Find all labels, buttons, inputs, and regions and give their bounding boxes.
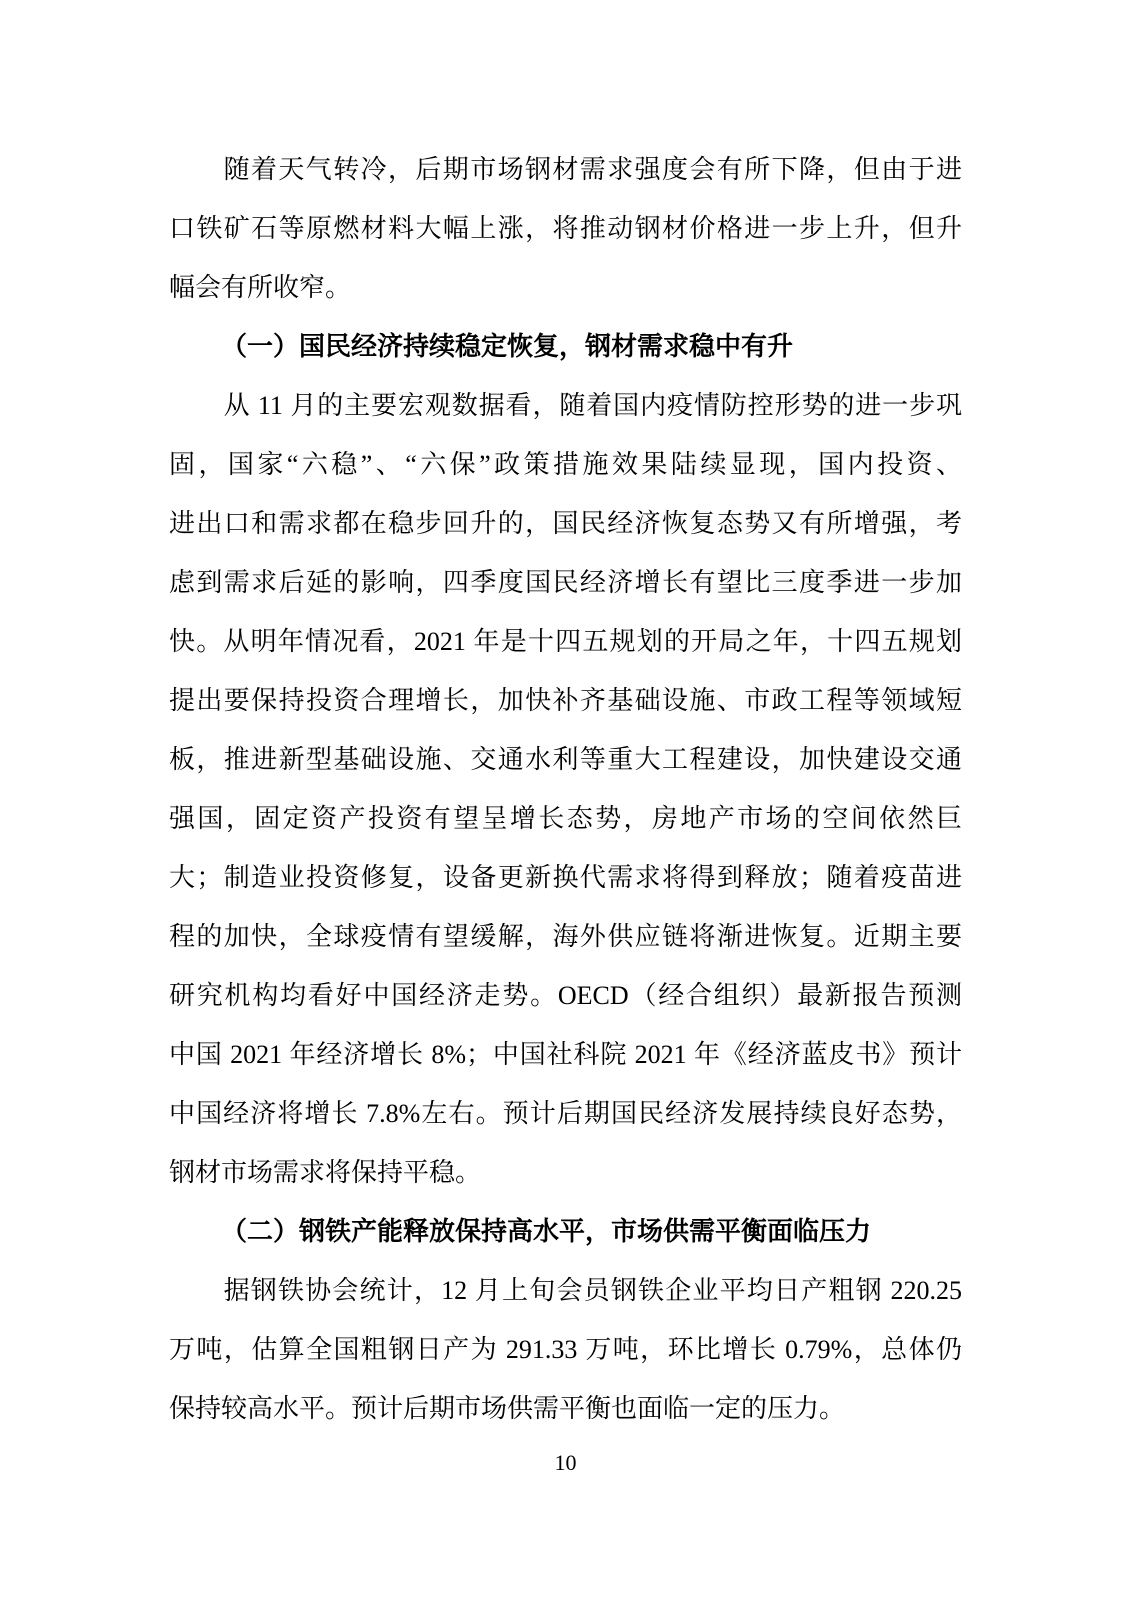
text-line: 幅会有所收窄。 — [169, 273, 352, 302]
page-number: 10 — [554, 1450, 577, 1475]
text-line: 快。从明年情况看，2021 年是十四五规划的开局之年，十四五规划 — [169, 627, 962, 656]
section-two-heading: （二）钢铁产能释放保持高水平，市场供需平衡面临压力 — [221, 1217, 872, 1246]
text-line: 中国经济将增长 7.8%左右。预计后期国民经济发展持续良好态势， — [169, 1099, 962, 1128]
document-body — [169, 140, 962, 1438]
text-line: 中国 2021 年经济增长 8%；中国社科院 2021 年《经济蓝皮书》预计 — [169, 1040, 962, 1069]
text-line: 板，推进新型基础设施、交通水利等重大工程建设，加快建设交通 — [169, 745, 962, 774]
text-line: 从 11 月的主要宏观数据看，随着国内疫情防控形势的进一步巩 — [223, 391, 962, 420]
text-line: 据钢铁协会统计，12 月上旬会员钢铁企业平均日产粗钢 220.25 — [223, 1276, 962, 1305]
text-line: 提出要保持投资合理增长，加快补齐基础设施、市政工程等领域短 — [169, 686, 962, 715]
page-footer — [0, 1448, 1131, 1478]
text-line: 虑到需求后延的影响，四季度国民经济增长有望比三度季进一步加 — [169, 568, 962, 597]
text-line: 口铁矿石等原燃材料大幅上涨，将推动钢材价格进一步上升，但升 — [169, 214, 962, 243]
text-line: 保持较高水平。预计后期市场供需平衡也面临一定的压力。 — [169, 1394, 846, 1423]
text-line: 研究机构均看好中国经济走势。OECD（经合组织）最新报告预测 — [169, 981, 962, 1010]
section-one-heading: （一）国民经济持续稳定恢复，钢材需求稳中有升 — [221, 332, 794, 361]
text-line: 进出口和需求都在稳步回升的，国民经济恢复态势又有所增强，考 — [169, 509, 962, 538]
text-line: 随着天气转冷，后期市场钢材需求强度会有所下降，但由于进 — [223, 155, 962, 184]
text-line: 大；制造业投资修复，设备更新换代需求将得到释放；随着疫苗进 — [169, 863, 962, 892]
text-line: 固，国家“六稳”、“六保”政策措施效果陆续显现，国内投资、 — [169, 450, 962, 479]
text-line: 钢材市场需求将保持平稳。 — [169, 1158, 482, 1187]
text-line: 强国，固定资产投资有望呈增长态势，房地产市场的空间依然巨 — [169, 804, 962, 833]
text-line: 万吨，估算全国粗钢日产为 291.33 万吨，环比增长 0.79%，总体仍 — [169, 1335, 962, 1364]
text-line: 程的加快，全球疫情有望缓解，海外供应链将渐进恢复。近期主要 — [169, 922, 962, 951]
